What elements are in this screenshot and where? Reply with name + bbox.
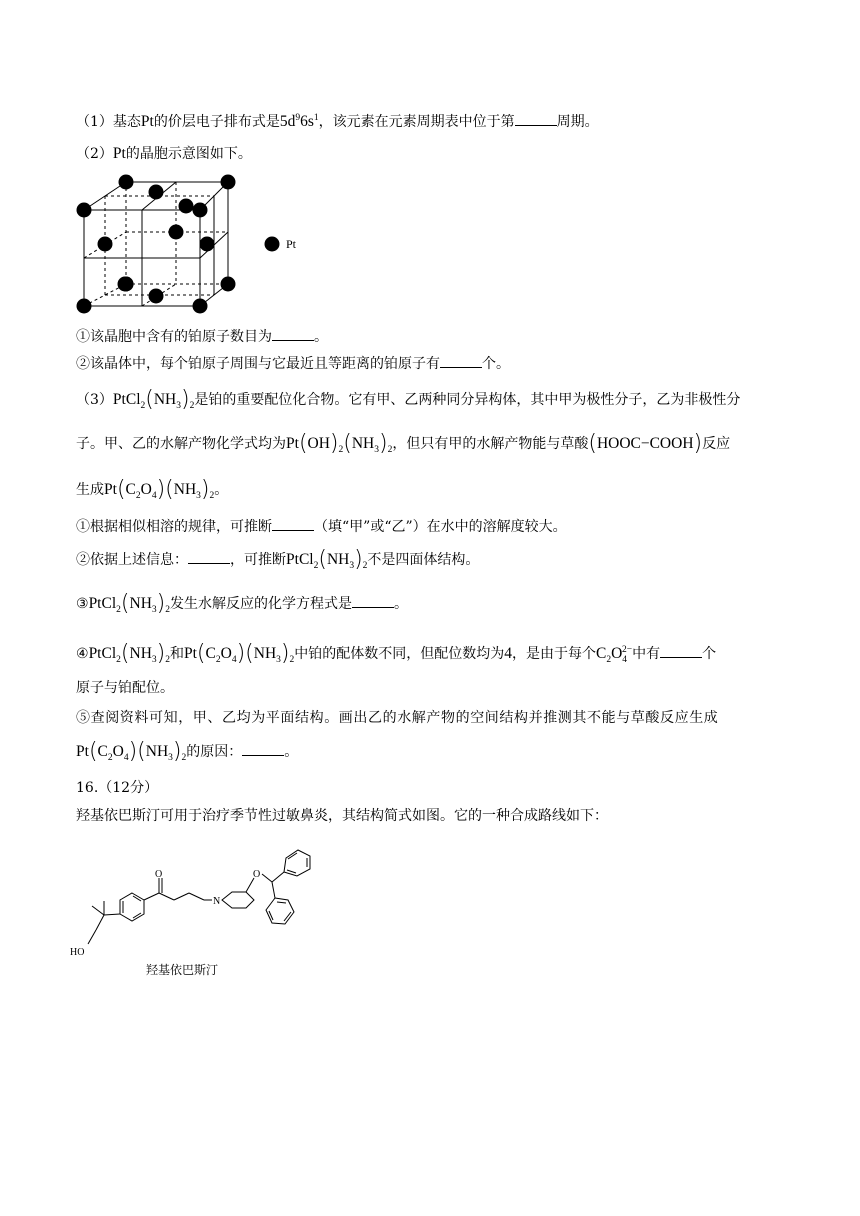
pt-atom [221,175,236,190]
subscript: 2 [362,561,368,571]
superscript: 2− [622,645,633,655]
text: ①根据相似相溶的规律，可推断 [76,519,272,535]
answer-blank [272,327,314,341]
subscript: 2 [181,753,187,763]
formula: Pt [286,435,299,452]
formula: Pt [183,645,197,662]
formula: Pt [88,595,102,612]
text: 。 [314,329,328,345]
subscript: 3 [349,561,355,571]
text: ，但只有甲的水解产物能与草酸 [392,436,589,452]
q15-part2 [76,144,252,164]
answer-blank [188,550,230,564]
pt-atom [77,203,92,218]
pt-atom [149,289,164,304]
subscript: 2 [209,491,215,501]
superscript: 1 [313,113,319,123]
superscript: 9 [295,113,301,123]
text: 。 [393,596,408,612]
text: 发生水解反应的化学方程式是 [169,596,352,612]
subscript: 2 [116,605,121,615]
text: ，该元素在元素周期表中位于第 [318,114,515,130]
subscript: 2 [165,655,170,665]
paren: ) [329,431,339,456]
formula: Pt [104,481,117,498]
subscript: 2 [107,753,113,763]
pt-atom [149,185,164,200]
formula: C [125,481,136,498]
paren: ( [165,477,174,502]
paren: ) [200,477,210,502]
text: 中有 [632,646,661,662]
answer-blank [352,594,394,608]
text: 个 [702,646,717,662]
paren: ) [128,739,138,764]
formula: OH [307,435,330,452]
q15-part2-2 [76,354,510,374]
pt-atom [169,225,184,240]
text: （2） [76,146,113,162]
q16-intro: 羟基依巴斯汀可用于治疗季节性过敏鼻炎，其结构简式如图。它的一种合成路线如下： [76,808,608,824]
pt-atom [200,237,215,252]
paren: ) [156,641,166,666]
formula: Cl [101,645,117,662]
q15-part3-3 [76,591,408,620]
subscript: 3 [176,401,181,411]
text: ，是由于每个 [511,646,596,662]
paren: ( [88,739,98,764]
paren: ( [298,431,308,456]
text: ，可推断 [230,552,286,568]
formula: NH [153,391,177,408]
subscript: 2 [165,605,170,615]
text: ②该晶体中，每个铂原子周围与它最近且等距离的铂原子有 [76,356,440,372]
paren: ( [120,591,130,616]
paren: ( [196,641,206,666]
subscript: 2 [338,445,344,455]
text: （填“甲”或“乙”）在水中的溶解度较大。 [314,519,567,535]
formula: NH [351,435,375,452]
q15-part3-5-line2 [76,739,299,768]
formula: NH [145,743,169,760]
text: 和 [169,646,184,662]
formula: Pt [112,145,126,162]
pt-atom [179,199,194,214]
formula: O [140,481,152,498]
paren: ( [120,641,130,666]
subscript: 2 [606,655,612,665]
text: 子。甲、乙的水解产物化学式均为 [76,436,286,452]
paren: ) [181,387,190,412]
formula: Pt [76,743,89,760]
paren: ) [354,547,363,572]
paren: ) [236,641,246,666]
formula: C [205,645,216,662]
subscript: 2 [387,445,393,455]
pt-legend-icon [264,236,280,252]
text: 的价层电子排布式是 [153,114,280,130]
subscript: 2 [313,561,319,571]
answer-blank [242,742,284,756]
subscript: 2 [135,491,141,501]
formula: C [97,743,108,760]
formula: C [595,645,607,662]
text: 。 [214,482,229,498]
subscript: 4 [231,655,237,665]
text: 的晶胞示意图如下。 [125,146,252,162]
paren: ( [145,387,154,412]
paren: ) [379,431,388,456]
legend-label: Pt [286,237,297,251]
formula: Pt [112,391,126,408]
pt-atom [119,277,134,292]
text: 中铂的配体数不同，但配位数均为 [294,646,505,662]
q15-part3-5-line1: ⑤查阅资料可知，甲、乙均为平面结构。画出乙的水解产物的空间结构并推测其不能与草酸反应生成 [76,710,719,726]
pt-atom [77,299,92,314]
q15-part3-2 [76,547,480,576]
text: 的原因： [186,744,243,760]
formula: Cl [101,595,117,612]
subscript: 2 [140,401,146,411]
q15-part2-1 [76,327,328,347]
text: 不是四面体结构。 [367,552,480,568]
q15-part1 [76,108,599,132]
subscript: 3 [168,753,173,763]
ether-oxygen-label: O [253,869,261,880]
paren: ( [116,477,126,502]
carbonyl-oxygen-label: O [155,869,163,880]
text: ①该晶胞中含有的铂原子数目为 [76,329,272,345]
formula: Pt [286,551,299,568]
formula: O [611,645,623,662]
formula: Cl [298,551,314,568]
hydroxyl-label: HO [70,947,85,958]
subscript: 2 [215,655,221,665]
text: ④ [76,646,89,662]
subscript: 3 [151,655,157,665]
paren: ( [137,739,146,764]
q15-part3-line2 [76,431,731,460]
q15-part3-line1 [76,387,741,416]
formula: NH [129,645,152,662]
text: 生成 [76,482,104,498]
q15-part3-line3 [76,477,229,506]
pt-atom [221,277,236,292]
q15-part3-1 [76,517,567,537]
pt-atom [193,203,208,218]
formula: NH [129,595,152,612]
nitrogen-label: N [213,896,221,907]
paren: ( [245,641,254,666]
formula: 6s [300,113,314,130]
subscript: 3 [151,605,157,615]
formula: NH [173,481,197,498]
pt-atom [98,237,113,252]
text: （3） [76,392,113,408]
subscript: 2 [289,655,295,665]
text: 周期。 [556,114,599,130]
paren: ) [156,477,166,502]
subscript: 2 [189,401,195,411]
text: （1）基态 [76,114,141,130]
subscript: 3 [196,491,201,501]
paren: ) [156,591,166,616]
formula: O [112,743,124,760]
formula: NH [326,551,350,568]
text: ②依据上述信息： [76,552,188,568]
structure-caption: 羟基依巴斯汀 [146,963,219,977]
paren: ( [318,547,327,572]
answer-blank [272,517,314,531]
formula: Pt [140,113,154,130]
subscript: 4 [123,753,129,763]
q15-part3-4 [76,640,716,670]
answer-blank [440,354,482,368]
formula: 5d [279,113,296,130]
subscript: 4 [622,655,628,665]
paren: ) [693,431,703,456]
text: 反应 [702,436,731,452]
subscript: 3 [276,655,281,665]
formula: HOOC−COOH [596,435,694,452]
subscript: 2 [116,655,121,665]
subscript: 3 [374,445,379,455]
paren: ) [172,739,182,764]
paren: ) [280,641,290,666]
text: 个。 [482,356,510,372]
text: 是铂的重要配位化合物。它有甲、乙两种同分异构体，其中甲为极性分子，乙为非极性分 [194,392,741,408]
pt-atom [119,175,134,190]
formula: Pt [88,645,102,662]
formula: Cl [125,391,141,408]
formula: O [220,645,232,662]
text: ③ [76,596,89,612]
text: 。 [284,744,299,760]
subscript: 4 [151,491,157,501]
q16-number: 16.（12分） [76,780,159,796]
q15-part3-4-line2: 原子与铂配位。 [76,680,174,696]
paren: ( [343,431,352,456]
answer-blank [515,112,557,126]
formula: 4 [504,645,512,662]
pt-atom [193,299,208,314]
answer-blank [660,644,702,658]
formula: NH [253,645,277,662]
paren: ( [588,431,597,456]
